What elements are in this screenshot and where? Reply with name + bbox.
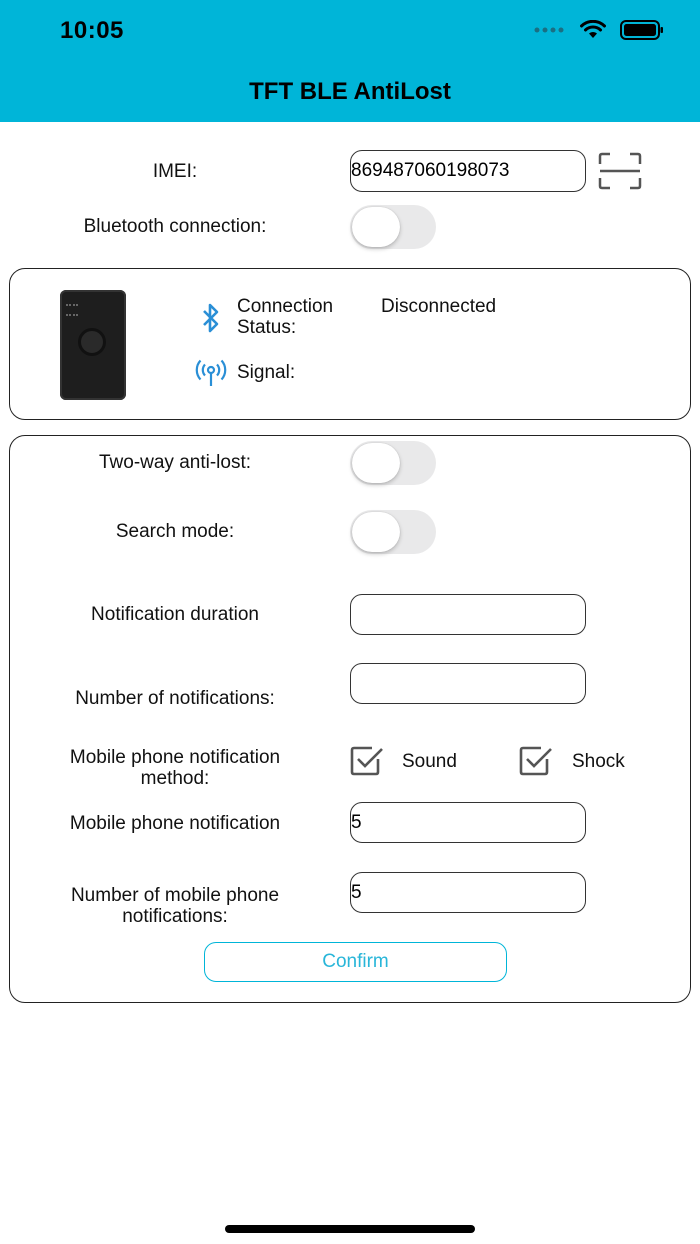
connection-status-value: Disconnected <box>381 296 497 317</box>
cellular-signal-icon <box>534 26 566 34</box>
shock-checkbox[interactable] <box>519 746 553 776</box>
status-time: 10:05 <box>60 17 124 44</box>
sound-checkbox[interactable] <box>350 746 384 776</box>
mobile-phone-notifications-count-label: Number of mobile phone notifications: <box>70 885 280 927</box>
toggle-knob <box>352 207 400 247</box>
mobile-phone-notifications-count-input[interactable]: 5 <box>350 872 586 913</box>
app-header <box>0 0 700 122</box>
mobile-phone-notification-input[interactable]: 5 <box>350 802 586 843</box>
notification-duration-label: Notification duration <box>91 604 259 625</box>
two-way-anti-lost-toggle[interactable] <box>350 441 436 485</box>
two-way-anti-lost-label: Two-way anti-lost: <box>98 452 252 473</box>
scan-icon[interactable] <box>598 152 642 190</box>
bluetooth-toggle[interactable] <box>350 205 436 249</box>
status-icons <box>534 20 664 40</box>
bluetooth-connection-label: Bluetooth connection: <box>83 216 267 237</box>
device-image <box>60 290 126 400</box>
connection-status-label: Connection Status: <box>237 296 334 338</box>
bluetooth-icon <box>200 303 222 333</box>
notification-method-label: Mobile phone notification method: <box>69 747 281 789</box>
imei-input[interactable]: 869487060198073 <box>350 150 586 192</box>
mobile-phone-notification-label: Mobile phone notification <box>69 813 281 834</box>
signal-label: Signal: <box>237 362 296 383</box>
imei-label: IMEI: <box>152 161 198 182</box>
shock-label: Shock <box>572 751 625 772</box>
number-of-notifications-label: Number of notifications: <box>75 688 275 709</box>
sound-label: Sound <box>402 751 457 772</box>
page-title: TFT BLE AntiLost <box>249 78 451 105</box>
toggle-knob <box>352 443 400 483</box>
number-of-notifications-input[interactable] <box>350 663 586 704</box>
search-mode-toggle[interactable] <box>350 510 436 554</box>
search-mode-label: Search mode: <box>115 521 235 542</box>
notification-duration-input[interactable] <box>350 594 586 635</box>
toggle-knob <box>352 512 400 552</box>
antenna-signal-icon <box>194 358 228 388</box>
confirm-button[interactable]: Confirm <box>204 942 507 982</box>
wifi-icon <box>580 20 606 40</box>
home-indicator <box>225 1225 475 1233</box>
battery-icon <box>620 20 664 40</box>
